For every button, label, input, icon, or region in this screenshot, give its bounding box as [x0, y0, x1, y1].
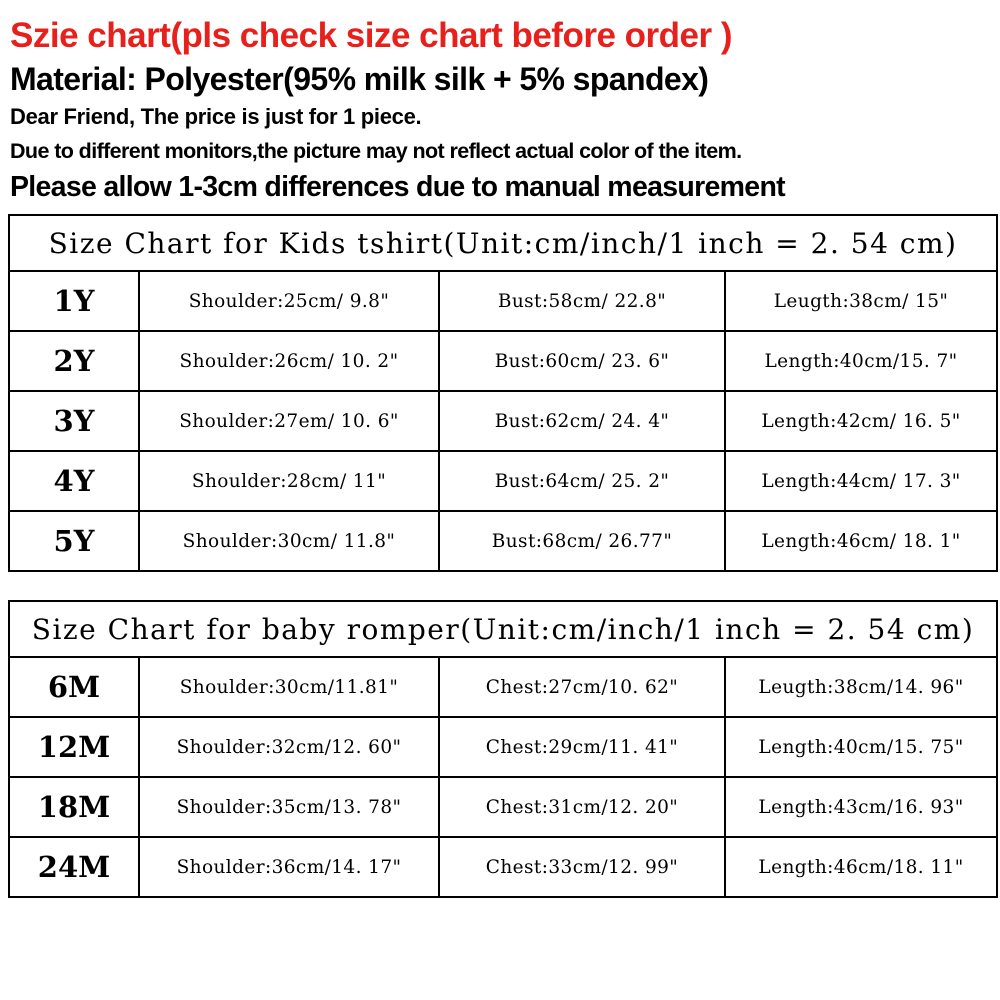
length-cell: Length:40cm/15. 75": [725, 717, 997, 777]
table-title-row: [9, 601, 997, 657]
length-cell: Length:40cm/15. 7": [725, 331, 997, 391]
chest-cell: Chest:31cm/12. 20": [439, 777, 725, 837]
shoulder-cell: Shoulder:25cm/ 9.8": [139, 271, 439, 331]
table-row: [9, 657, 997, 717]
material-line: Material: Polyester(95% milk silk + 5% spandex): [10, 61, 709, 97]
shoulder-cell: Shoulder:35cm/13. 78": [139, 777, 439, 837]
table-title-row: [9, 215, 997, 271]
shoulder-cell: Shoulder:26cm/ 10. 2": [139, 331, 439, 391]
length-cell: Length:42cm/ 16. 5": [725, 391, 997, 451]
shoulder-cell: Shoulder:36cm/14. 17": [139, 837, 439, 897]
table-row: [9, 331, 997, 391]
table-row: [9, 391, 997, 451]
size-label: 18M: [9, 777, 139, 837]
chest-cell: Chest:27cm/10. 62": [439, 657, 725, 717]
size-label: 2Y: [9, 331, 139, 391]
length-cell: Length:46cm/ 18. 1": [725, 511, 997, 571]
bust-cell: Bust:58cm/ 22.8": [439, 271, 725, 331]
size-label: 12M: [9, 717, 139, 777]
table-title: Size Chart for Kids tshirt(Unit:cm/inch/1 inch = 2. 54 cm): [9, 215, 997, 271]
shoulder-cell: Shoulder:30cm/11.81": [139, 657, 439, 717]
size-label: 5Y: [9, 511, 139, 571]
bust-cell: Bust:60cm/ 23. 6": [439, 331, 725, 391]
table-row: [9, 717, 997, 777]
size-label: 3Y: [9, 391, 139, 451]
table-row: [9, 511, 997, 571]
table-row: [9, 271, 997, 331]
length-cell: Length:43cm/16. 93": [725, 777, 997, 837]
size-label: 24M: [9, 837, 139, 897]
chest-cell: Chest:29cm/11. 41": [439, 717, 725, 777]
note-monitor: Due to different monitors,the picture may not reflect actual color of the item.: [10, 139, 742, 163]
table-row: [9, 777, 997, 837]
size-label: 1Y: [9, 271, 139, 331]
chest-cell: Chest:33cm/12. 99": [439, 837, 725, 897]
length-cell: Length:44cm/ 17. 3": [725, 451, 997, 511]
length-cell: Leugth:38cm/ 15": [725, 271, 997, 331]
kids-tshirt-size-table: [8, 214, 998, 572]
table-spacer: [6, 572, 994, 600]
shoulder-cell: Shoulder:30cm/ 11.8": [139, 511, 439, 571]
table-title: Size Chart for baby romper(Unit:cm/inch/1 inch = 2. 54 cm): [9, 601, 997, 657]
length-cell: Leugth:38cm/14. 96": [725, 657, 997, 717]
bust-cell: Bust:62cm/ 24. 4": [439, 391, 725, 451]
note-tolerance: Please allow 1-3cm differences due to manual measurement: [10, 171, 785, 203]
note-price: Dear Friend, The price is just for 1 piece.: [10, 104, 422, 129]
size-label: 6M: [9, 657, 139, 717]
table-row: [9, 837, 997, 897]
shoulder-cell: Shoulder:32cm/12. 60": [139, 717, 439, 777]
length-cell: Length:46cm/18. 11": [725, 837, 997, 897]
shoulder-cell: Shoulder:27em/ 10. 6": [139, 391, 439, 451]
table-row: [9, 451, 997, 511]
page-title: Szie chart(pls check size chart before order ): [10, 16, 732, 55]
bust-cell: Bust:68cm/ 26.77": [439, 511, 725, 571]
shoulder-cell: Shoulder:28cm/ 11": [139, 451, 439, 511]
baby-romper-size-table: [8, 600, 998, 898]
size-label: 4Y: [9, 451, 139, 511]
bust-cell: Bust:64cm/ 25. 2": [439, 451, 725, 511]
